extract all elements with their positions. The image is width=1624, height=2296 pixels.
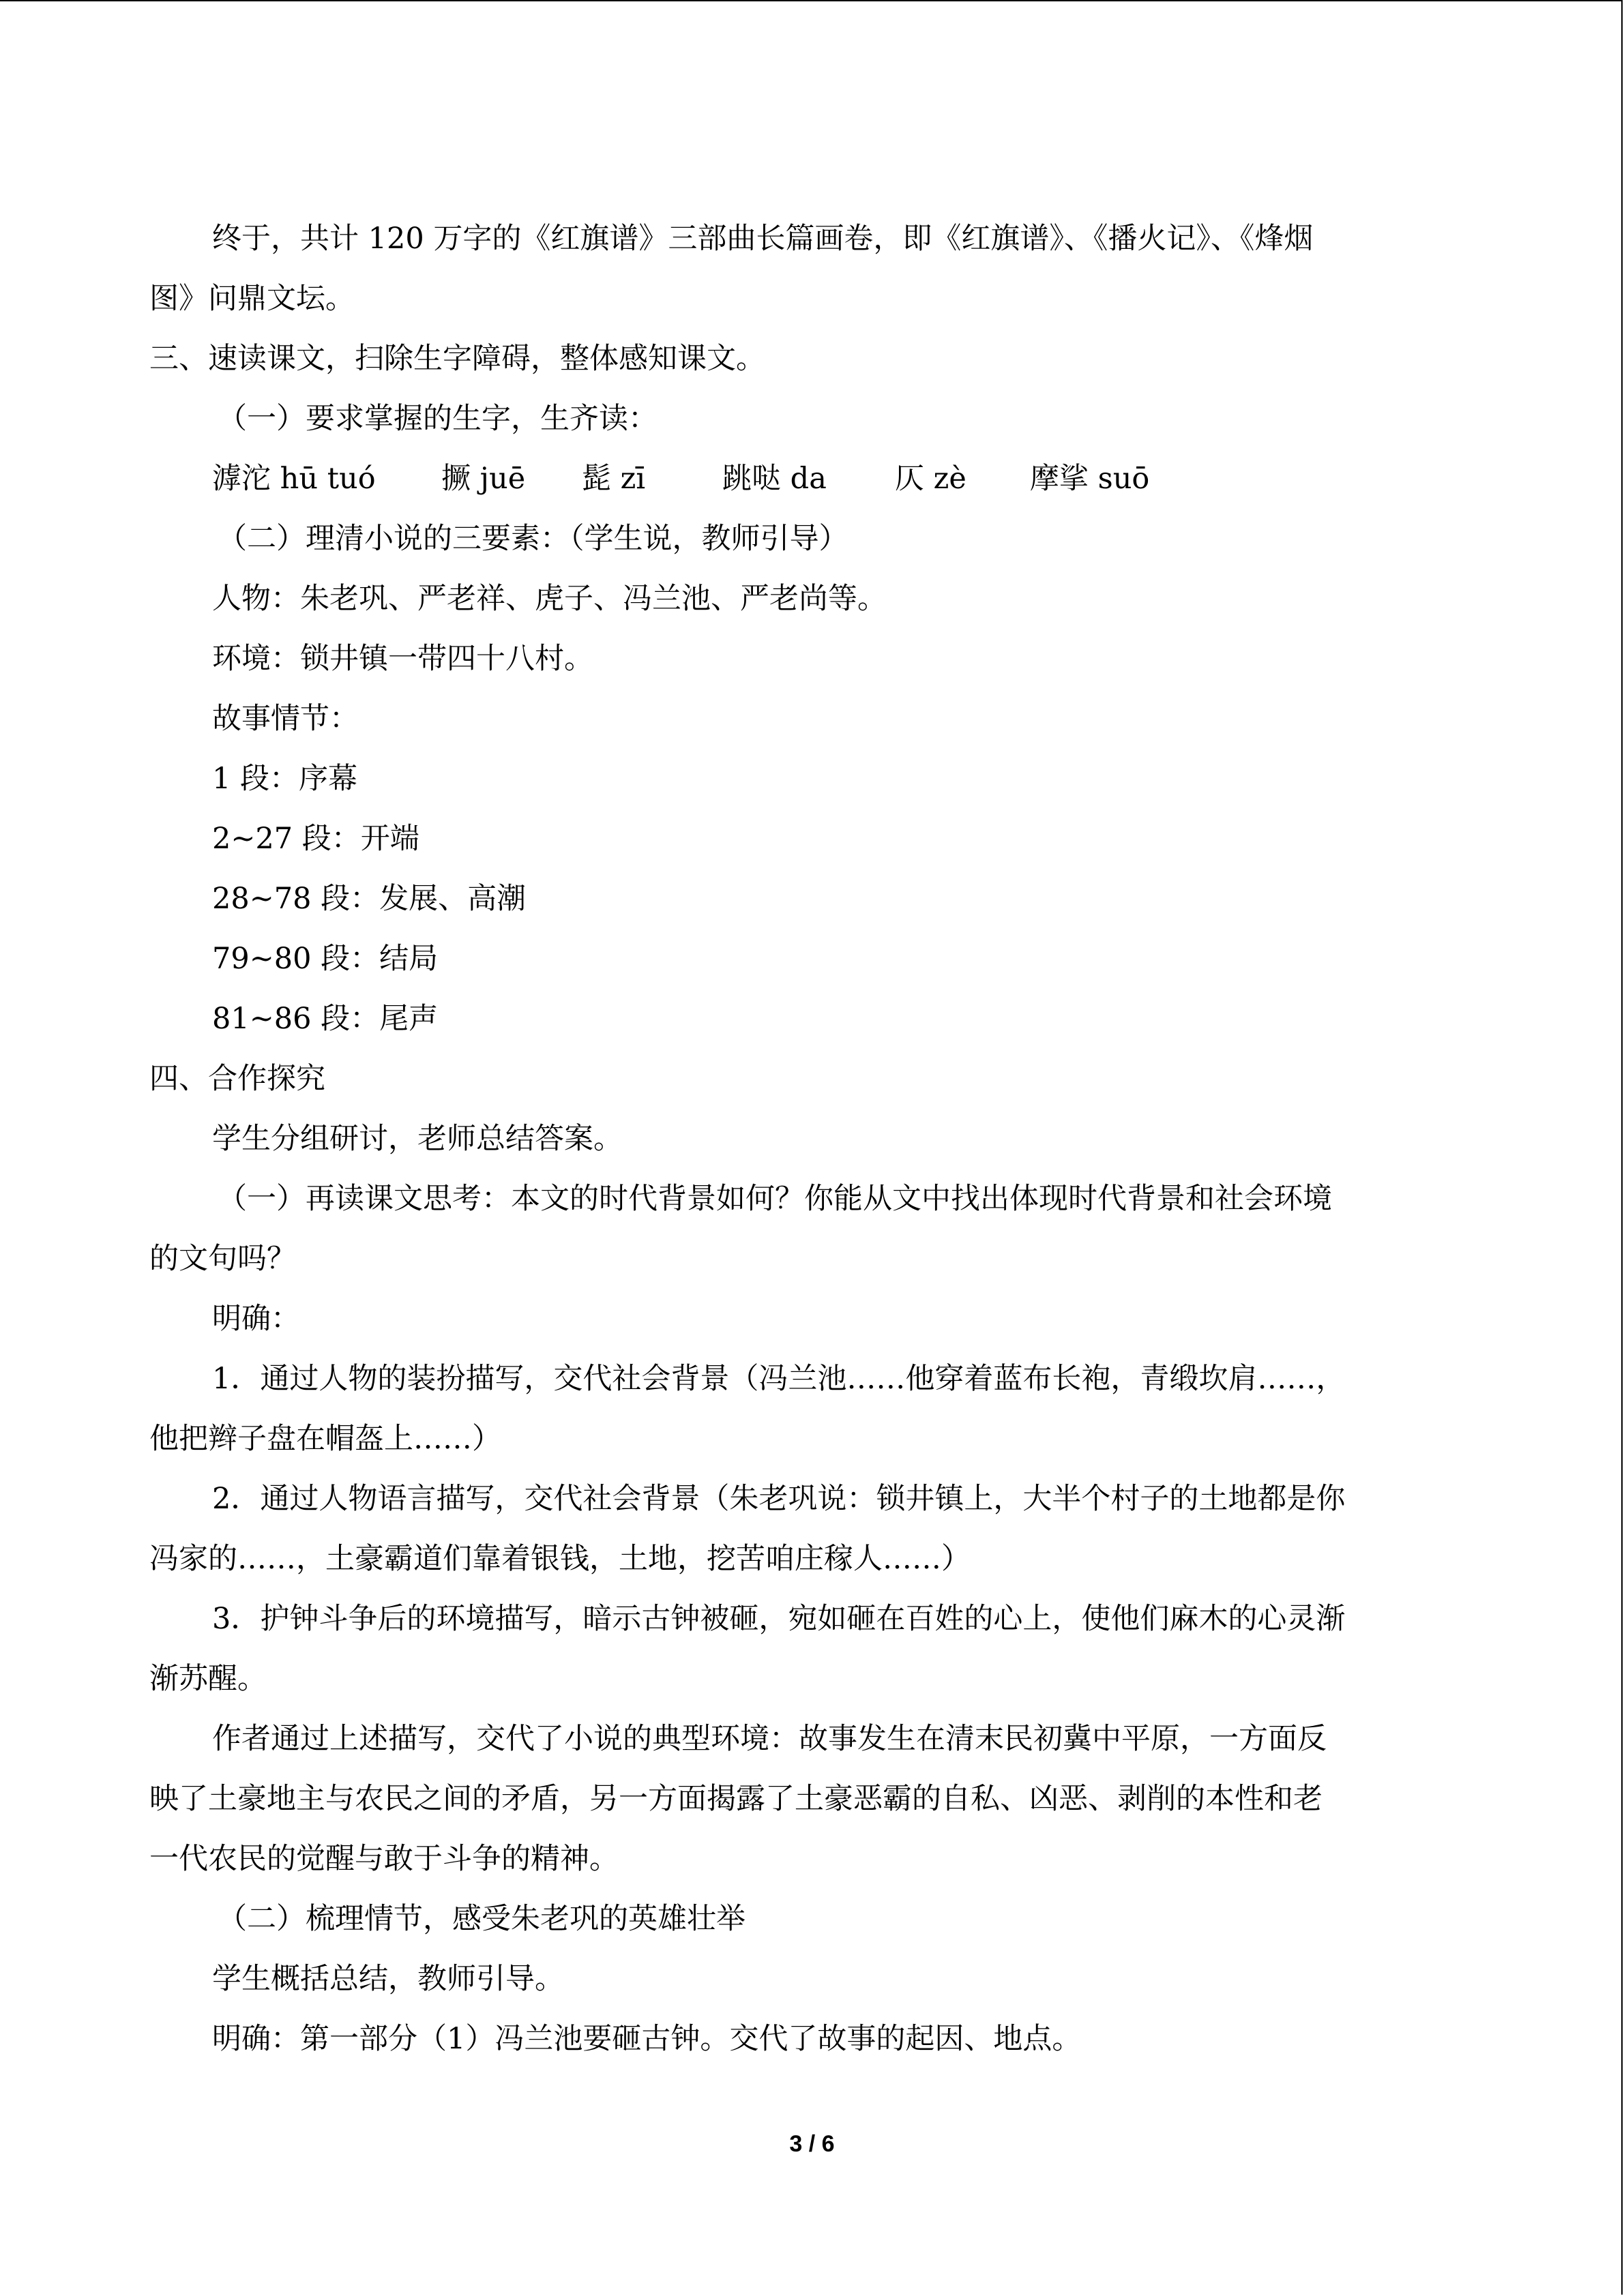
paragraph-line: 一代农民的觉醒与敢于斗争的精神。 [149,1842,619,1876]
subsection-heading: （二）理清小说的三要素：（学生说，教师引导） [218,522,848,556]
vocab-row [212,458,1149,499]
paragraph-line: 渐苏醒。 [149,1662,267,1696]
vocab-item: 撅 juē [441,462,526,496]
paragraph-line: 他把辫子盘在帽盔上……） [149,1422,501,1456]
section-heading: 四、合作探究 [149,1062,325,1096]
vocab-item: 仄 zè [895,462,966,496]
vocab-item: 髭 zī [582,462,646,496]
paragraph-line: 2．通过人物语言描写，交代社会背景（朱老巩说：锁井镇上，大半个村子的土地都是你 [212,1482,1346,1516]
paragraph-line: 的文句吗？ [149,1242,296,1276]
paragraph-line: 3．护钟斗争后的环境描写，暗示古钟被砸，宛如砸在百姓的心上，使他们麻木的心灵渐 [212,1602,1346,1636]
paragraph-line: 终于，共计 120 万字的《红旗谱》三部曲长篇画卷，即《红旗谱》、《播火记》、《烽烟 [212,222,1314,256]
vocab-item: 摩挲 suō [1030,462,1150,496]
plot-item: 79~80 段：结局 [212,942,439,976]
paragraph-line: 学生分组研讨，老师总结答案。 [212,1122,623,1156]
vocab-item: 跳哒 da [722,462,827,496]
paragraph-line: 环境：锁井镇一带四十八村。 [212,642,593,676]
paragraph-line: 作者通过上述描写，交代了小说的典型环境：故事发生在清末民初冀中平原，一方面反 [212,1722,1327,1756]
paragraph-line: 明确：第一部分（1）冯兰池要砸古钟。交代了故事的起因、地点。 [212,2022,1082,2056]
subsection-heading: （一）再读课文思考：本文的时代背景如何？你能从文中找出体现时代背景和社会环境 [218,1182,1332,1216]
paragraph-line: 1．通过人物的装扮描写，交代社会背景（冯兰池……他穿着蓝布长袍，青缎坎肩……， [212,1362,1346,1396]
plot-item: 28~78 段：发展、高潮 [212,882,527,916]
paragraph-line: 学生概括总结，教师引导。 [212,1962,564,1996]
subsection-heading: （一）要求掌握的生字，生齐读： [218,402,658,436]
paragraph-line: 明确： [212,1302,300,1336]
page-number: 3 / 6 [789,2131,835,2157]
plot-item: 2~27 段：开端 [212,822,419,856]
paragraph-line: 图》问鼎文坛。 [149,282,355,316]
section-heading: 三、速读课文，扫除生字障碍，整体感知课文。 [149,342,765,376]
plot-item: 81~86 段：尾声 [212,1002,439,1036]
paragraph-line: 冯家的……，土豪霸道们靠着银钱，土地，挖苦咱庄稼人……） [149,1542,971,1576]
plot-item: 1 段：序幕 [212,762,358,796]
paragraph-line: 映了土豪地主与农民之间的矛盾，另一方面揭露了土豪恶霸的自私、凶恶、剥削的本性和老 [149,1782,1323,1816]
paragraph-line: 人物：朱老巩、严老祥、虎子、冯兰池、严老尚等。 [212,582,887,616]
vocab-item: 滹沱 hū tuó [212,462,376,496]
paragraph-line: 故事情节： [212,702,359,736]
subsection-heading: （二）梳理情节，感受朱老巩的英雄壮举 [218,1902,745,1936]
